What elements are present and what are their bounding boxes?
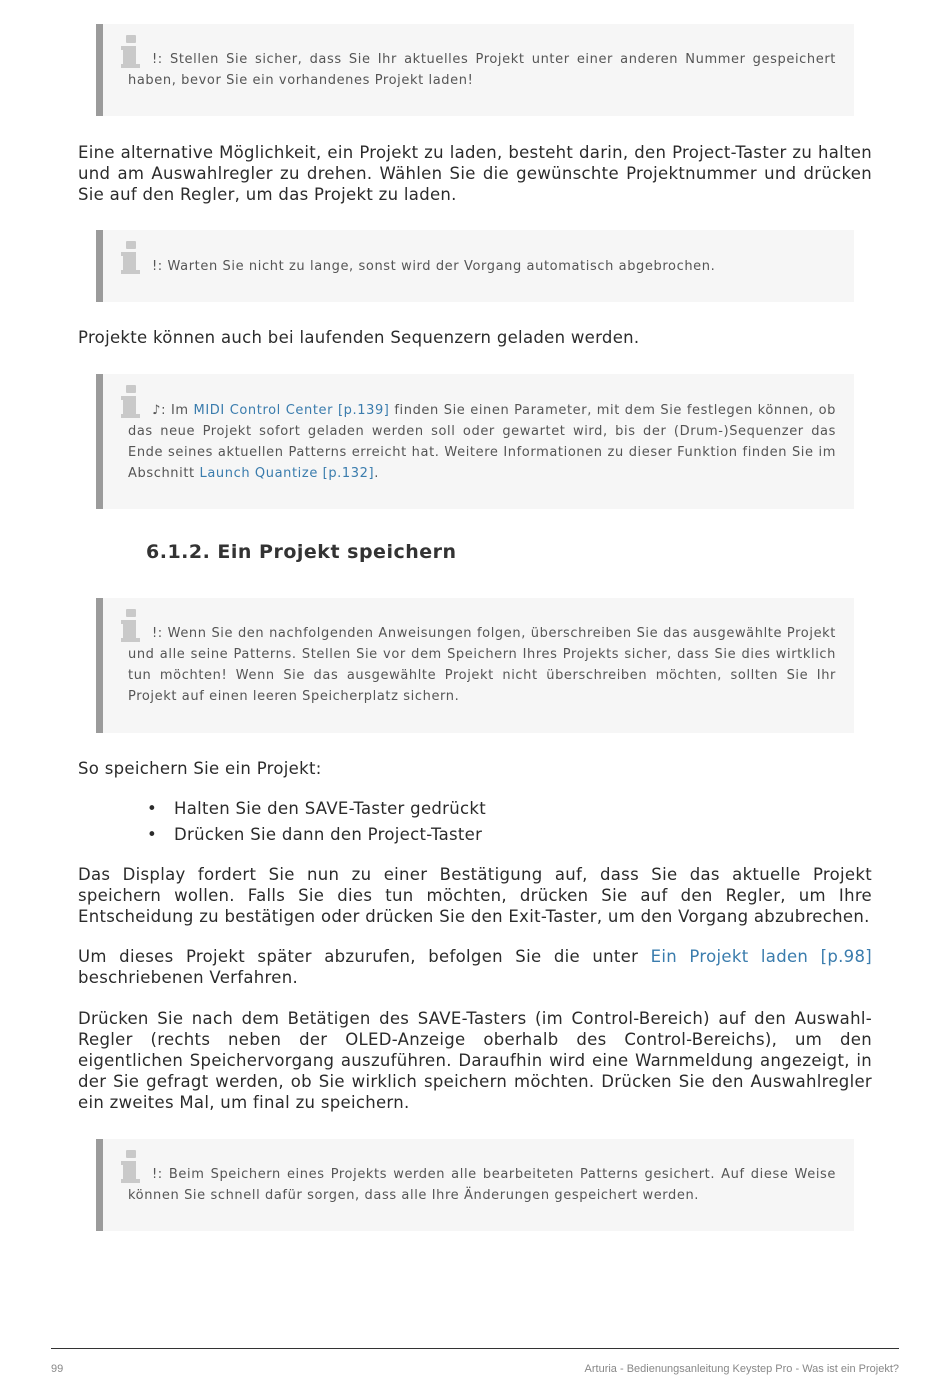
ein-projekt-laden-link[interactable]: Ein Projekt laden [p.98] — [650, 947, 872, 966]
section-heading: 6.1.2. Ein Projekt speichern — [146, 541, 457, 563]
note-body: Beim Speichern eines Projekts werden alle bearbeiteten Patterns gesichert. Auf diese Weise können Sie schnell dafür sorgen, dass alle Ihre Änderungen gespeichert werden. — [128, 1167, 836, 1203]
info-note-2 — [96, 230, 854, 302]
footer-title: Arturia - Bedienungsanleitung Keystep Pro - Was ist ein Projekt? — [584, 1363, 899, 1375]
note-text — [128, 1164, 836, 1206]
note-body: Stellen Sie sicher, dass Sie Ihr aktuelles Projekt unter einer anderen Nummer gespeichert haben, bevor Sie ein vorhandenes Projekt laden! — [128, 52, 836, 88]
list-item: • Drücken Sie dann den Project-Taster — [145, 822, 486, 848]
note-body: Im — [170, 403, 189, 418]
paragraph: Eine alternative Möglichkeit, ein Projekt zu laden, besteht darin, den Project-Taster zu halten und am Auswahlregler zu drehen. Wählen Sie die gewünschte Projektnummer und drücken Sie auf den Regler, um das Projekt zu laden. — [78, 143, 872, 204]
paragraph-text: Um dieses Projekt später abzurufen, befolgen Sie die unter — [78, 947, 639, 966]
note-prefix: !: — [152, 259, 163, 274]
note-text — [128, 623, 836, 707]
launch-quantize-link[interactable]: Launch Quantize [p.132] — [199, 466, 375, 481]
footer-divider — [51, 1348, 899, 1349]
note-prefix: !: — [152, 52, 163, 67]
bullet-list — [145, 796, 486, 848]
note-text — [128, 400, 836, 484]
note-prefix: ♪: — [152, 403, 167, 418]
note-prefix: !: — [152, 626, 163, 641]
info-note-3 — [96, 374, 854, 509]
paragraph: Drücken Sie nach dem Betätigen des SAVE-Tasters (im Control-Bereich) auf den Auswahl-Regler (rechts neben der OLED-Anzeige oberhalb des Control-Bereichs), um den eigentlichen Speichervorgang auszuführen. Daraufhin wird eine Warnmeldung angezeigt, in der Sie gefragt werden, ob Sie wirklich speichern möchten. Drücken Sie den Auswahlregler ein zweites Mal, um final zu speichern. — [78, 1009, 872, 1112]
list-item: • Halten Sie den SAVE-Taster gedrückt — [145, 796, 486, 822]
paragraph: So speichern Sie ein Projekt: — [78, 759, 322, 778]
note-body: . — [374, 466, 379, 481]
note-text — [128, 49, 836, 91]
info-note-5 — [96, 1139, 854, 1231]
paragraph — [78, 946, 872, 988]
page-number: 99 — [51, 1363, 64, 1375]
paragraph: Projekte können auch bei laufenden Sequenzern geladen werden. — [78, 328, 640, 347]
note-body: Warten Sie nicht zu lange, sonst wird der Vorgang automatisch abgebrochen. — [167, 259, 716, 274]
note-prefix: !: — [152, 1167, 163, 1182]
paragraph: Das Display fordert Sie nun zu einer Bestätigung auf, dass Sie das aktuelle Projekt speichern wollen. Falls Sie dies tun möchten, drücken Sie auf den Regler, um Ihre Entscheidung zu bestätigen oder drücken Sie den Exit-Taster, um den Vorgang abzubrechen. — [78, 865, 872, 926]
midi-control-center-link[interactable]: MIDI Control Center [p.139] — [193, 403, 390, 418]
note-body: Wenn Sie den nachfolgenden Anweisungen folgen, überschreiben Sie das ausgewählte Projekt und alle seine Patterns. Stellen Sie vor dem Speichern Ihres Projekts sicher, dass Sie dies wirtklich tun möchten! Wenn Sie das ausgewählte Projekt nicht überschreiben möchten, sollten Sie Ihr Projekt auf einen leeren Speicherplatz sichern. — [128, 626, 836, 704]
note-text — [128, 256, 836, 277]
info-note-4 — [96, 598, 854, 733]
info-note-1 — [96, 24, 854, 116]
note-body: finden Sie einen Parameter, mit dem Sie festlegen können, ob das neue Projekt sofort geladen werden soll oder gewartet wird, bis der (Drum-)Sequenzer das Ende seines aktuellen Patterns erreicht hat. Weitere Informationen zu dieser Funktion finden Sie im Abschnitt — [128, 403, 836, 481]
paragraph-text: beschriebenen Verfahren. — [78, 968, 298, 987]
